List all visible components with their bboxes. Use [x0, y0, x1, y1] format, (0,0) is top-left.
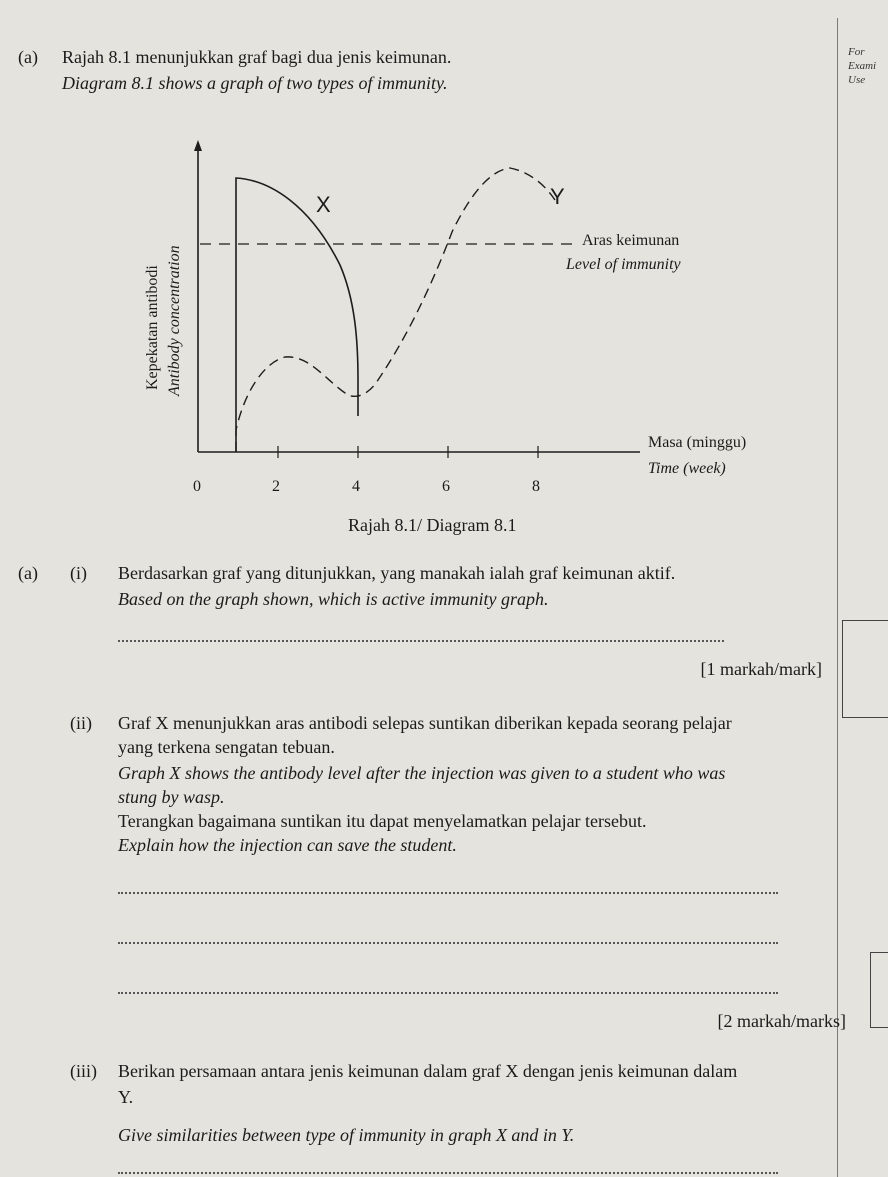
q-ii-text-en-2: stung by wasp. [118, 787, 225, 807]
q-iii-label: (iii) [70, 1061, 97, 1081]
intro-ms: Rajah 8.1 menunjukkan graf bagi dua jenis keimunan. [62, 47, 452, 67]
q-ii-text-ms-2: yang terkena sengatan tebuan. [118, 737, 335, 757]
q-i-parent-label: (a) [18, 563, 38, 583]
curve-y [236, 168, 555, 452]
q-ii-text-en-3: Explain how the injection can save the student. [118, 835, 457, 855]
tick-label-6: 6 [442, 478, 450, 495]
q-ii-text-en-1: Graph X shows the antibody level after the injection was given to a student who was [118, 763, 726, 783]
answer-line-i[interactable] [118, 640, 724, 642]
q-ii-marks: [2 markah/marks] [717, 1011, 846, 1031]
q-i-label: (i) [70, 563, 87, 583]
y-axis-arrow [194, 140, 202, 151]
q-i-text-en: Based on the graph shown, which is active immunity graph. [118, 589, 549, 609]
mark-box-i [842, 620, 888, 718]
x-axis-label-en: Time (week) [648, 460, 726, 477]
curve-x-label: X [316, 192, 331, 217]
tick-label-4: 4 [352, 478, 360, 495]
examiner-use-label: For Exami Use [848, 46, 877, 86]
q-i-text-ms: Berdasarkan graf yang ditunjukkan, yang manakah ialah graf keimunan aktif. [118, 563, 676, 583]
answer-line-ii-1[interactable] [118, 892, 778, 894]
q-iii-text-ms-2: Y. [118, 1087, 134, 1107]
tick-label-0: 0 [193, 478, 201, 495]
mark-box-ii [870, 952, 888, 1028]
answer-line-ii-3[interactable] [118, 992, 778, 994]
q-ii-label: (ii) [70, 713, 92, 733]
q-i-marks: [1 markah/mark] [700, 659, 822, 679]
answer-line-ii-2[interactable] [118, 942, 778, 944]
q-ii-text-ms-1: Graf X menunjukkan aras antibodi selepas suntikan diberikan kepada seorang pelajar [118, 713, 732, 733]
tick-label-8: 8 [532, 478, 540, 495]
q-iii-text-en: Give similarities between type of immunity in graph X and in Y. [118, 1125, 575, 1145]
tick-label-2: 2 [272, 478, 280, 495]
y-axis-label-ms: Kepekatan antibodi [144, 265, 161, 390]
diagram-caption: Rajah 8.1/ Diagram 8.1 [348, 515, 517, 535]
question-label: (a) [18, 47, 38, 67]
level-label-en: Level of immunity [566, 256, 681, 273]
intro-en: Diagram 8.1 shows a graph of two types of immunity. [62, 73, 448, 93]
curve-x [236, 178, 358, 452]
answer-line-iii-1[interactable] [118, 1172, 778, 1174]
immunity-graph [0, 0, 888, 540]
level-label-ms: Aras keimunan [582, 232, 680, 249]
q-ii-text-ms-3: Terangkan bagaimana suntikan itu dapat menyelamatkan pelajar tersebut. [118, 811, 647, 831]
q-iii-text-ms-1: Berikan persamaan antara jenis keimunan dalam graf X dengan jenis keimunan dalam [118, 1061, 738, 1081]
x-axis-label-ms: Masa (minggu) [648, 434, 747, 451]
curve-y-label: Y [550, 184, 565, 209]
y-axis-label-en: Antibody concentration [166, 245, 183, 396]
